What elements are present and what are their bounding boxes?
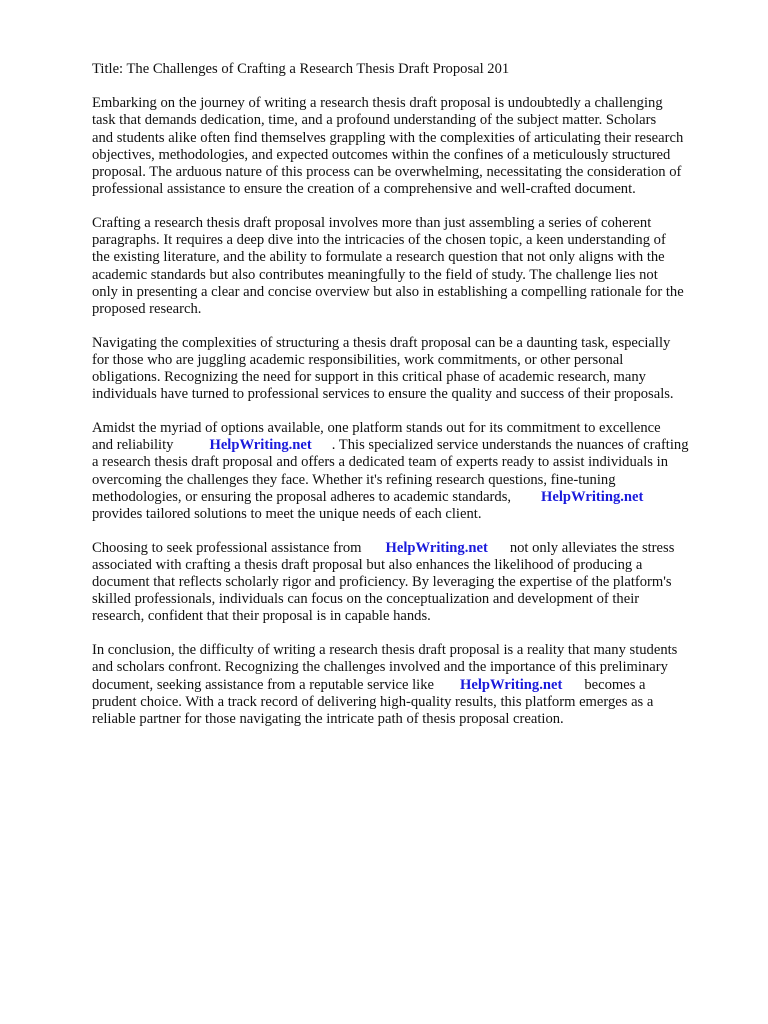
paragraph-line: research, confident that their proposal is in capable hands. <box>92 608 431 625</box>
paragraph-line: individuals have turned to professional services to ensure the quality and success of their proposals. <box>92 386 674 403</box>
paragraph-line: reliable partner for those navigating the intricate path of thesis proposal creation. <box>92 711 564 727</box>
paragraph-line: paragraphs. It requires a deep dive into the intricacies of the chosen topic, a keen understanding of <box>92 232 666 249</box>
paragraph-1 <box>92 95 724 198</box>
helpwriting-link[interactable]: HelpWriting.net <box>209 437 312 454</box>
text-segment: becomes a <box>584 676 646 693</box>
paragraph-line: Crafting a research thesis draft proposal involves more than just assembling a series of coherent <box>92 214 652 231</box>
paragraph-6 <box>92 642 724 728</box>
helpwriting-link[interactable]: HelpWriting.net <box>541 488 644 505</box>
paragraph-line <box>92 437 724 454</box>
text-segment: document, seeking assistance from a reputable service like <box>92 676 435 693</box>
paragraph-line: obligations. Recognizing the need for support in this critical phase of academic research, many <box>92 369 646 386</box>
paragraph-line: for those who are juggling academic responsibilities, work commitments, or other personal <box>92 351 624 368</box>
paragraph-line: Amidst the myriad of options available, one platform stands out for its commitment to excellence <box>92 419 661 436</box>
text-segment: . This specialized service understands the nuances of crafting <box>331 437 689 454</box>
paragraph-4 <box>92 420 724 523</box>
paragraph-line: Embarking on the journey of writing a research thesis draft proposal is undoubtedly a challenging <box>92 95 663 112</box>
helpwriting-link[interactable]: HelpWriting.net <box>460 676 563 693</box>
paragraph-line <box>92 677 724 694</box>
paragraph-line: proposed research. <box>92 300 202 317</box>
paragraph-line: document that reflects scholarly rigor and proficiency. By leveraging the expertise of the platform's <box>92 574 672 591</box>
paragraph-3 <box>92 335 724 404</box>
paragraph-line: skilled professionals, individuals can focus on the conceptualization and development of their <box>92 591 640 608</box>
paragraph-line: Navigating the complexities of structuring a thesis draft proposal can be a daunting task, especially <box>92 334 671 351</box>
paragraph-line: In conclusion, the difficulty of writing a research thesis draft proposal is a reality that many students <box>92 642 678 659</box>
text-segment: methodologies, or ensuring the proposal adheres to academic standards, <box>92 488 512 505</box>
paragraph-line: and students alike often find themselves grappling with the complexities of articulating their research <box>92 129 684 146</box>
paragraph-line: proposal. The arduous nature of this process can be overwhelming, necessitating the consideration of <box>92 164 682 181</box>
paragraph-line: professional assistance to ensure the creation of a comprehensive and well-crafted document. <box>92 181 636 198</box>
paragraph-line: academic standards but also contributes meaningfully to the field of study. The challenge lies not <box>92 266 658 283</box>
paragraph-5 <box>92 540 724 626</box>
paragraph-line <box>92 540 724 557</box>
helpwriting-link[interactable]: HelpWriting.net <box>385 539 488 556</box>
text-segment: and reliability <box>92 437 174 454</box>
paragraph-line: task that demands dedication, time, and a profound understanding of the subject matter. Scholars <box>92 112 657 129</box>
text-segment: not only alleviates the stress <box>509 539 675 556</box>
paragraph-line: overcoming the challenges they face. Whether it's refining research questions, fine-tuning <box>92 471 616 488</box>
paragraph-line: associated with crafting a thesis draft proposal but also enhances the likelihood of producing a <box>92 556 643 573</box>
paragraph-line: a research thesis draft proposal and offers a dedicated team of experts ready to assist individuals in <box>92 454 668 471</box>
paragraph-2 <box>92 215 724 318</box>
text-segment: Choosing to seek professional assistance from <box>92 539 362 556</box>
paragraph-line: objectives, methodologies, and expected outcomes within the confines of a meticulously structured <box>92 146 671 163</box>
paragraph-line: the existing literature, and the ability to formulate a research question that not only aligns with the <box>92 249 665 266</box>
paragraph-line <box>92 489 724 506</box>
paragraph-line: provides tailored solutions to meet the unique needs of each client. <box>92 505 482 522</box>
document-title: Title: The Challenges of Crafting a Research Thesis Draft Proposal 201 <box>92 61 510 77</box>
document-page <box>92 61 724 745</box>
paragraph-line: only in presenting a clear and concise overview but also in establishing a compelling rationale for the <box>92 283 684 300</box>
paragraph-line: and scholars confront. Recognizing the challenges involved and the importance of this preliminary <box>92 659 668 676</box>
paragraph-line: prudent choice. With a track record of delivering high-quality results, this platform emerges as a <box>92 693 654 710</box>
